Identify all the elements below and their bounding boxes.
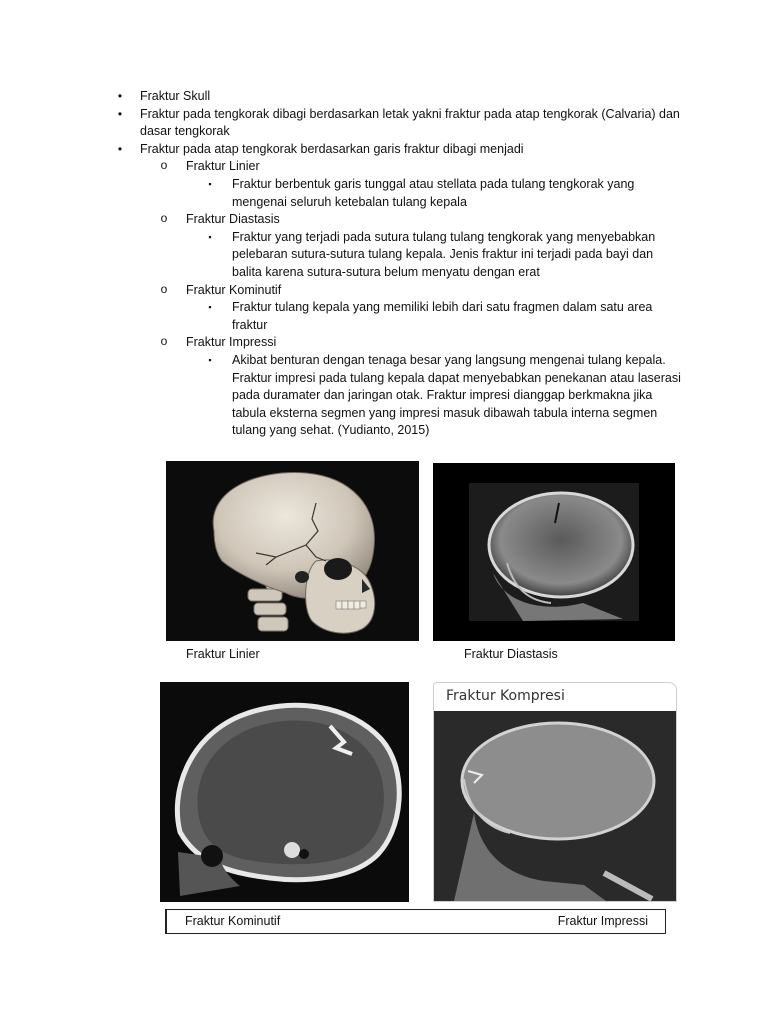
caption-kominutif: Fraktur Kominutif bbox=[185, 914, 281, 928]
detail-item bbox=[204, 229, 682, 282]
detail-list bbox=[204, 229, 682, 282]
detail-item bbox=[204, 299, 682, 334]
detail-item bbox=[204, 352, 682, 440]
detail-text: Fraktur berbentuk garis tunggal atau stellata pada tulang tengkorak yang mengenai seluruh ketebalan tulang kepala bbox=[232, 176, 635, 209]
list-item bbox=[112, 106, 682, 141]
square-bullet-icon: ▪ bbox=[208, 231, 212, 242]
item-text: Fraktur pada tengkorak dibagi berdasarkan letak yakni fraktur pada atap tengkorak (Calvaria) dan dasar tengkorak bbox=[140, 106, 680, 139]
detail-text: Akibat benturan dengan tenaga besar yang langsung mengenai tulang kepala. Fraktur impresi pada tulang kepala dapat menyebabkan penekanan atau laserasi pada duramater dan jaringan otak. Fraktur impresi dianggap berkmakna jika tabula eksterna segmen yang impresi masuk dibawah tabula interna segmen tulang yang sehat. (Yudianto, 2015) bbox=[232, 352, 681, 438]
circle-bullet-icon: o bbox=[160, 281, 168, 296]
caption-linier: Fraktur Linier bbox=[186, 647, 260, 661]
bullet-list bbox=[112, 88, 682, 440]
subitem bbox=[158, 282, 682, 335]
list-item bbox=[112, 88, 682, 106]
subitem-title: Fraktur Diastasis bbox=[186, 212, 280, 227]
kompresi-label: Fraktur Kompresi bbox=[446, 688, 565, 704]
caption-box bbox=[165, 909, 666, 934]
text-block bbox=[112, 88, 682, 440]
circle-bullet-icon: o bbox=[160, 211, 168, 226]
circle-bullet-icon: o bbox=[160, 334, 168, 349]
caption-impressi: Fraktur Impressi bbox=[557, 914, 648, 928]
detail-list bbox=[204, 299, 682, 334]
ct-scan-illustration bbox=[160, 682, 409, 902]
caption-diastasis: Fraktur Diastasis bbox=[464, 647, 558, 661]
skull-illustration bbox=[166, 461, 419, 641]
detail-text: Fraktur tulang kepala yang memiliki lebih dari satu fragmen dalam satu area fraktur bbox=[232, 300, 653, 332]
bullet-icon: • bbox=[117, 89, 123, 103]
square-bullet-icon: ▪ bbox=[208, 354, 212, 365]
xray-illustration bbox=[433, 463, 675, 641]
circle-bullet-icon: o bbox=[160, 158, 168, 173]
list-item bbox=[112, 141, 682, 440]
detail-list bbox=[204, 176, 682, 211]
xray-diastasis-image bbox=[433, 463, 675, 641]
skull-3d-image bbox=[166, 461, 419, 641]
xray-impressi-illustration bbox=[434, 683, 676, 901]
square-bullet-icon: ▪ bbox=[208, 302, 212, 313]
sublist bbox=[158, 158, 682, 440]
ct-kominutif-image bbox=[160, 682, 409, 902]
detail-text: Fraktur yang terjadi pada sutura tulang tulang tengkorak yang menyebabkan pelebaran sutura-sutura tulang kepala. Jenis fraktur ini terjadi pada bayi dan balita karena sutura-sutura belum menyatu dengan erat bbox=[232, 229, 656, 279]
item-text: Fraktur pada atap tengkorak berdasarkan garis fraktur dibagi menjadi bbox=[140, 141, 524, 156]
xray-impressi-image bbox=[433, 682, 677, 902]
detail-list bbox=[204, 352, 682, 440]
bullet-icon: • bbox=[117, 141, 123, 156]
subitem bbox=[158, 158, 682, 211]
item-text: Fraktur Skull bbox=[140, 89, 211, 103]
subitem bbox=[158, 334, 682, 440]
square-bullet-icon: ▪ bbox=[208, 178, 212, 189]
detail-item bbox=[204, 176, 682, 211]
subitem-title: Fraktur Linier bbox=[186, 159, 260, 174]
subitem-title: Fraktur Kominutif bbox=[186, 282, 282, 297]
subitem-title: Fraktur Impressi bbox=[186, 335, 277, 350]
bullet-icon: • bbox=[117, 106, 123, 121]
subitem bbox=[158, 211, 682, 281]
